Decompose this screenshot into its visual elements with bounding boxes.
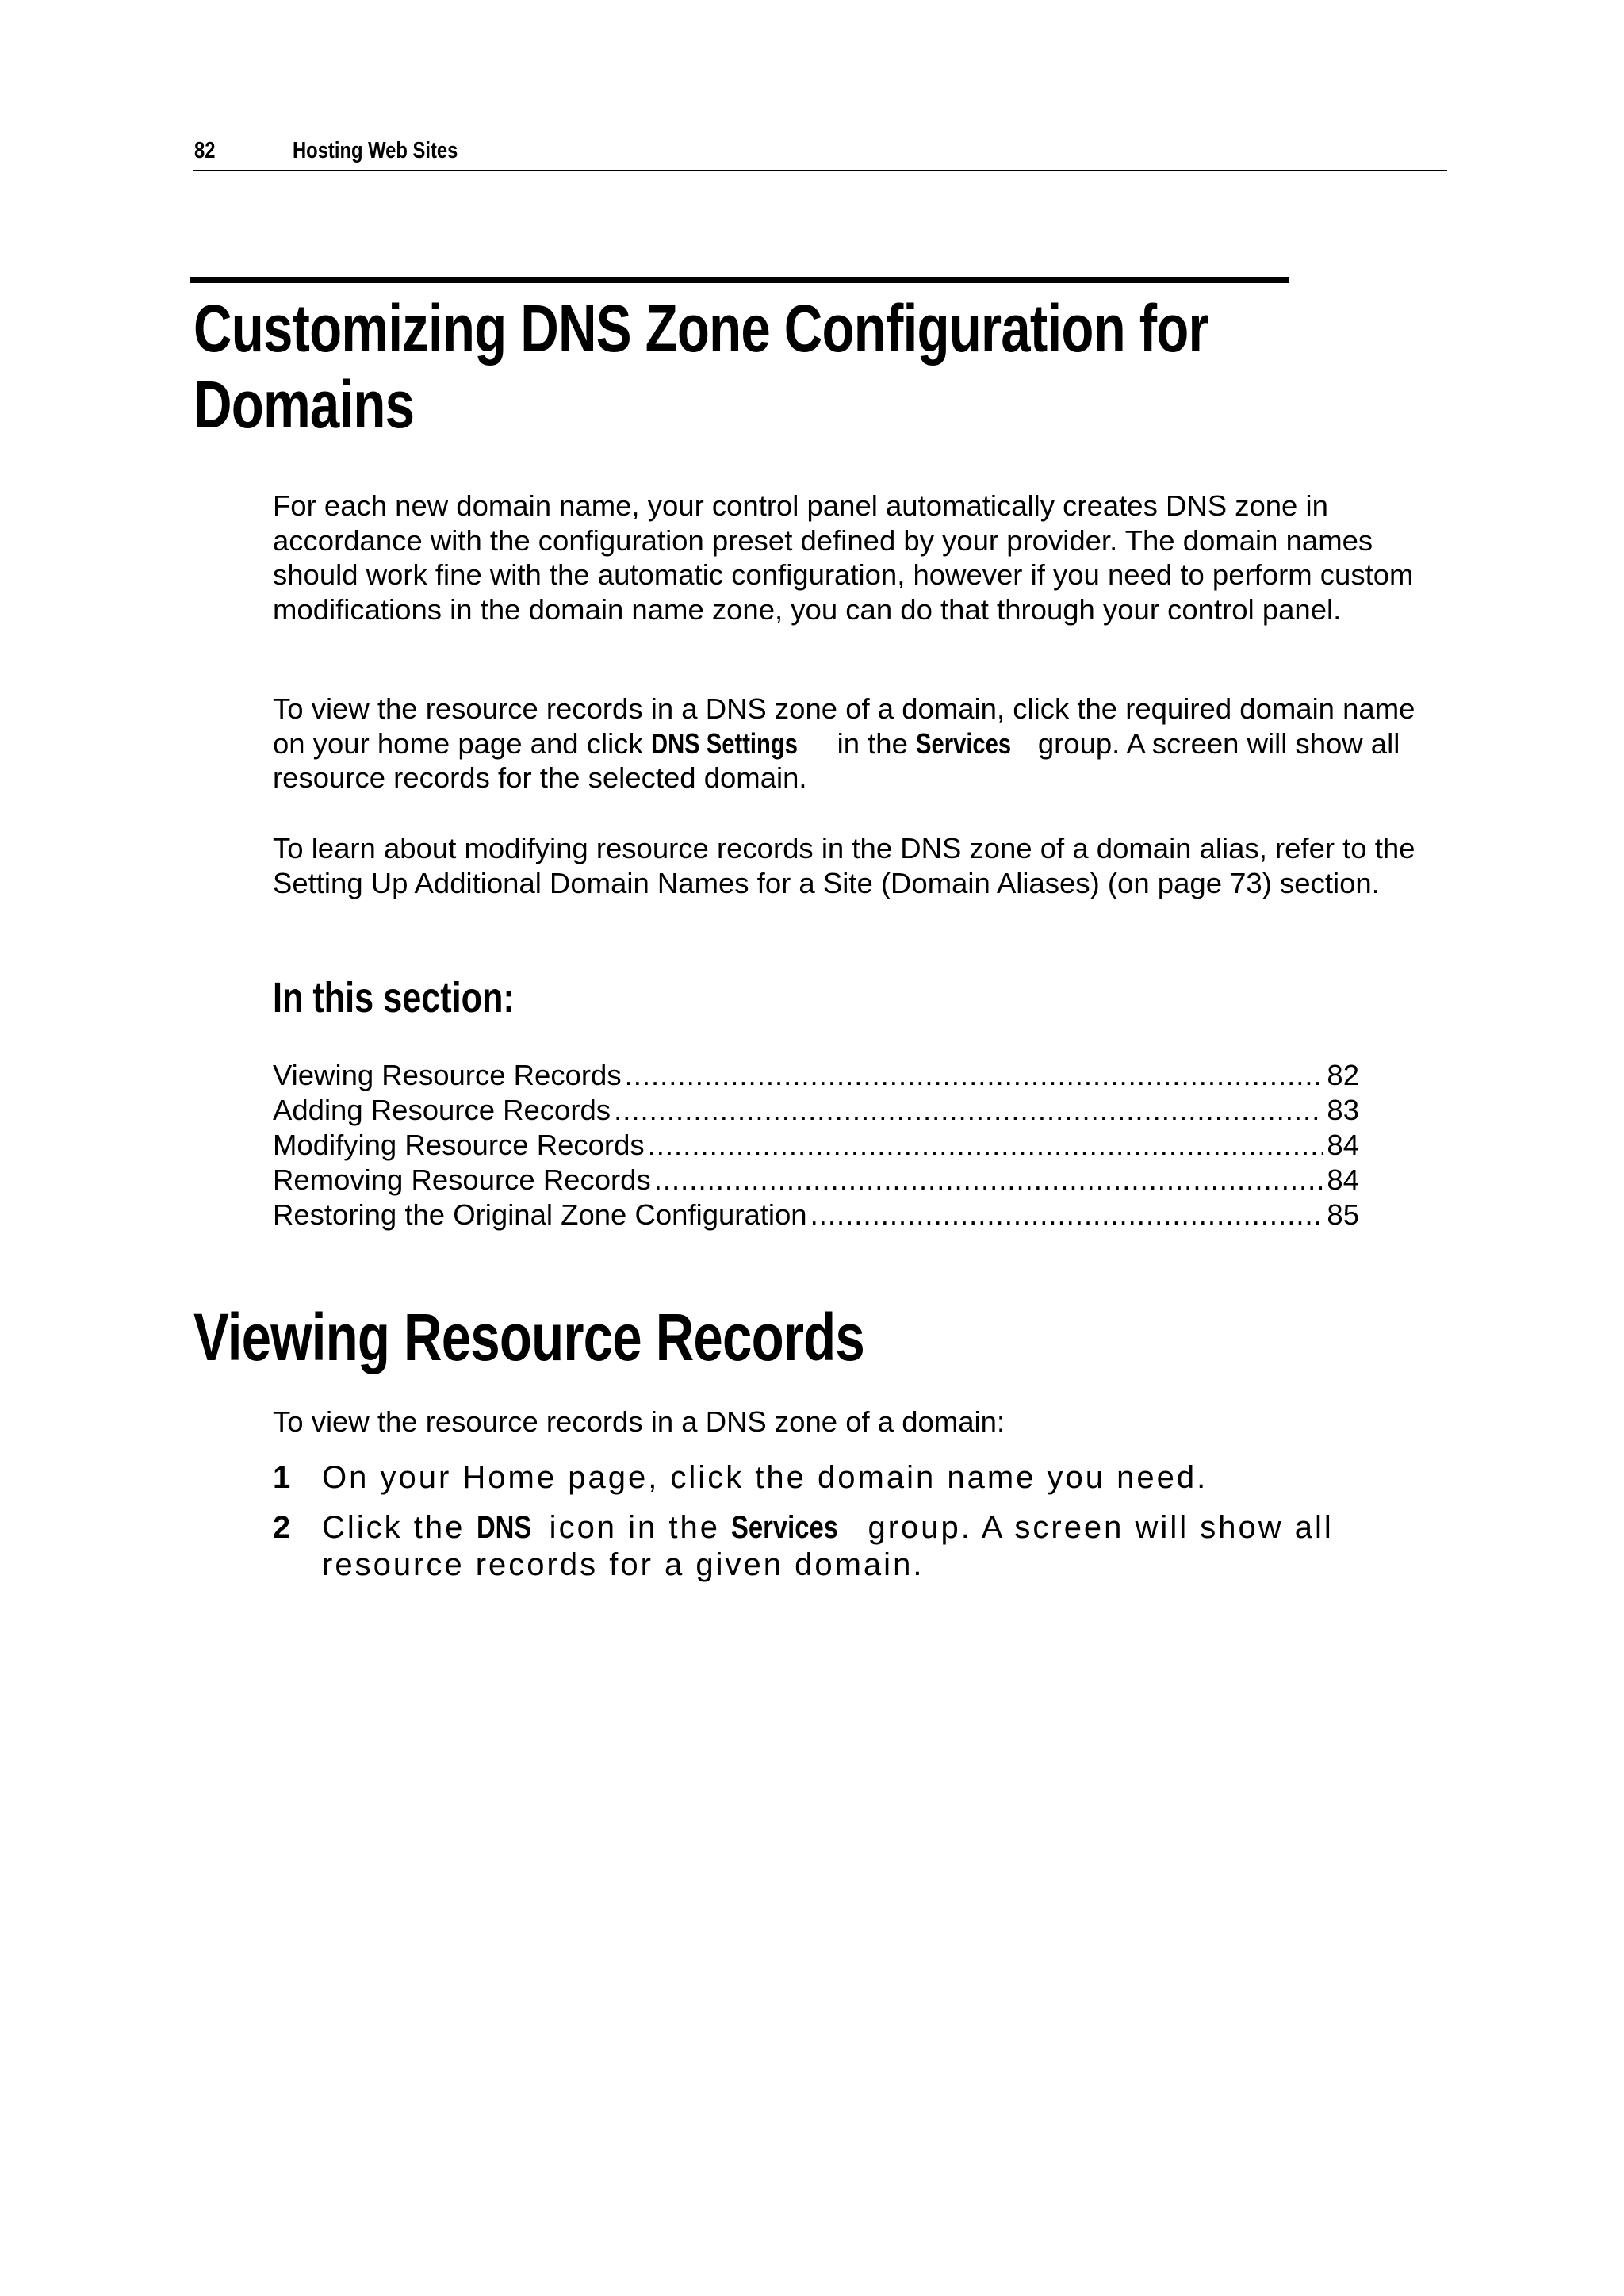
paragraph-text: group. A screen will show all resource records for the selected domain. (273, 726, 1400, 794)
toc-leader-dots (654, 1163, 1324, 1198)
services-term: Services (916, 726, 1012, 760)
toc-entry[interactable] (273, 1058, 1359, 1093)
toc-entry[interactable] (273, 1163, 1359, 1198)
toc-entry-page: 82 (1327, 1059, 1359, 1091)
running-header (193, 138, 1447, 171)
toc-leader-dots (810, 1198, 1324, 1232)
toc-entry-page: 85 (1327, 1198, 1359, 1231)
toc-entry-page: 84 (1327, 1129, 1359, 1161)
dns-settings-term: DNS Settings (650, 726, 798, 760)
toc-entry-page: 83 (1327, 1094, 1359, 1126)
toc-leader-dots (648, 1128, 1324, 1163)
paragraph-text: To view the resource records in a DNS zone of a domain, click the required domain name on your home page and click (273, 692, 1415, 760)
procedure-step (273, 1509, 1383, 1584)
services-term: Services (731, 1510, 839, 1545)
dns-icon-term: DNS (476, 1510, 531, 1545)
toc-entry-label: Modifying Resource Records (273, 1129, 645, 1161)
chapter-title-line2: Domains (193, 367, 415, 442)
step-number: 1 (273, 1460, 291, 1495)
toc-entry-page: 84 (1327, 1163, 1359, 1196)
domain-alias-paragraph: To learn about modifying resource records in the DNS zone of a domain alias, refer to the Setting Up Additional Domain Names for a Site (Domain Aliases) (on page 73) section. (273, 832, 1415, 899)
toc-entry[interactable] (273, 1128, 1359, 1163)
chapter-title-line1: Customizing DNS Zone Configuration for (193, 291, 1208, 366)
paragraph-text: in the (829, 726, 917, 760)
toc-entry-label: Viewing Resource Records (273, 1059, 622, 1091)
toc-leader-dots (625, 1058, 1324, 1093)
toc-entry-label: Adding Resource Records (273, 1094, 611, 1126)
procedure-steps (273, 1459, 1383, 1596)
toc-leader-dots (614, 1093, 1323, 1128)
toc-entry-label: Restoring the Original Zone Configuration (273, 1198, 807, 1231)
chapter-rule (190, 277, 1289, 283)
in-this-section-heading: In this section: (273, 974, 515, 1022)
intro-paragraph: For each new domain name, your control panel automatically creates DNS zone in accordance with the configuration preset defined by your provider. The domain names should work fine with the automatic configuration, however if you need to perform custom modifications in the domain name zone, you can do that through your control panel. (273, 489, 1414, 626)
step-text: icon in the (538, 1510, 732, 1545)
view-records-paragraph (273, 692, 1438, 795)
toc-entry[interactable] (273, 1198, 1359, 1232)
step-number: 2 (273, 1510, 291, 1545)
section-toc (273, 1058, 1359, 1232)
page-number: 82 (194, 138, 216, 163)
step-text: group. A screen will show all resource records for a given domain. (322, 1510, 1334, 1582)
section-title: Viewing Resource Records (193, 1300, 864, 1374)
running-title: Hosting Web Sites (293, 138, 458, 163)
step-text: On your Home page, click the domain name you need. (322, 1460, 1208, 1495)
toc-entry-label: Removing Resource Records (273, 1163, 651, 1196)
step-text: Click the (322, 1510, 477, 1545)
section-intro: To view the resource records in a DNS zone of a domain: (273, 1405, 1005, 1438)
toc-entry[interactable] (273, 1093, 1359, 1128)
procedure-step (273, 1459, 1383, 1497)
